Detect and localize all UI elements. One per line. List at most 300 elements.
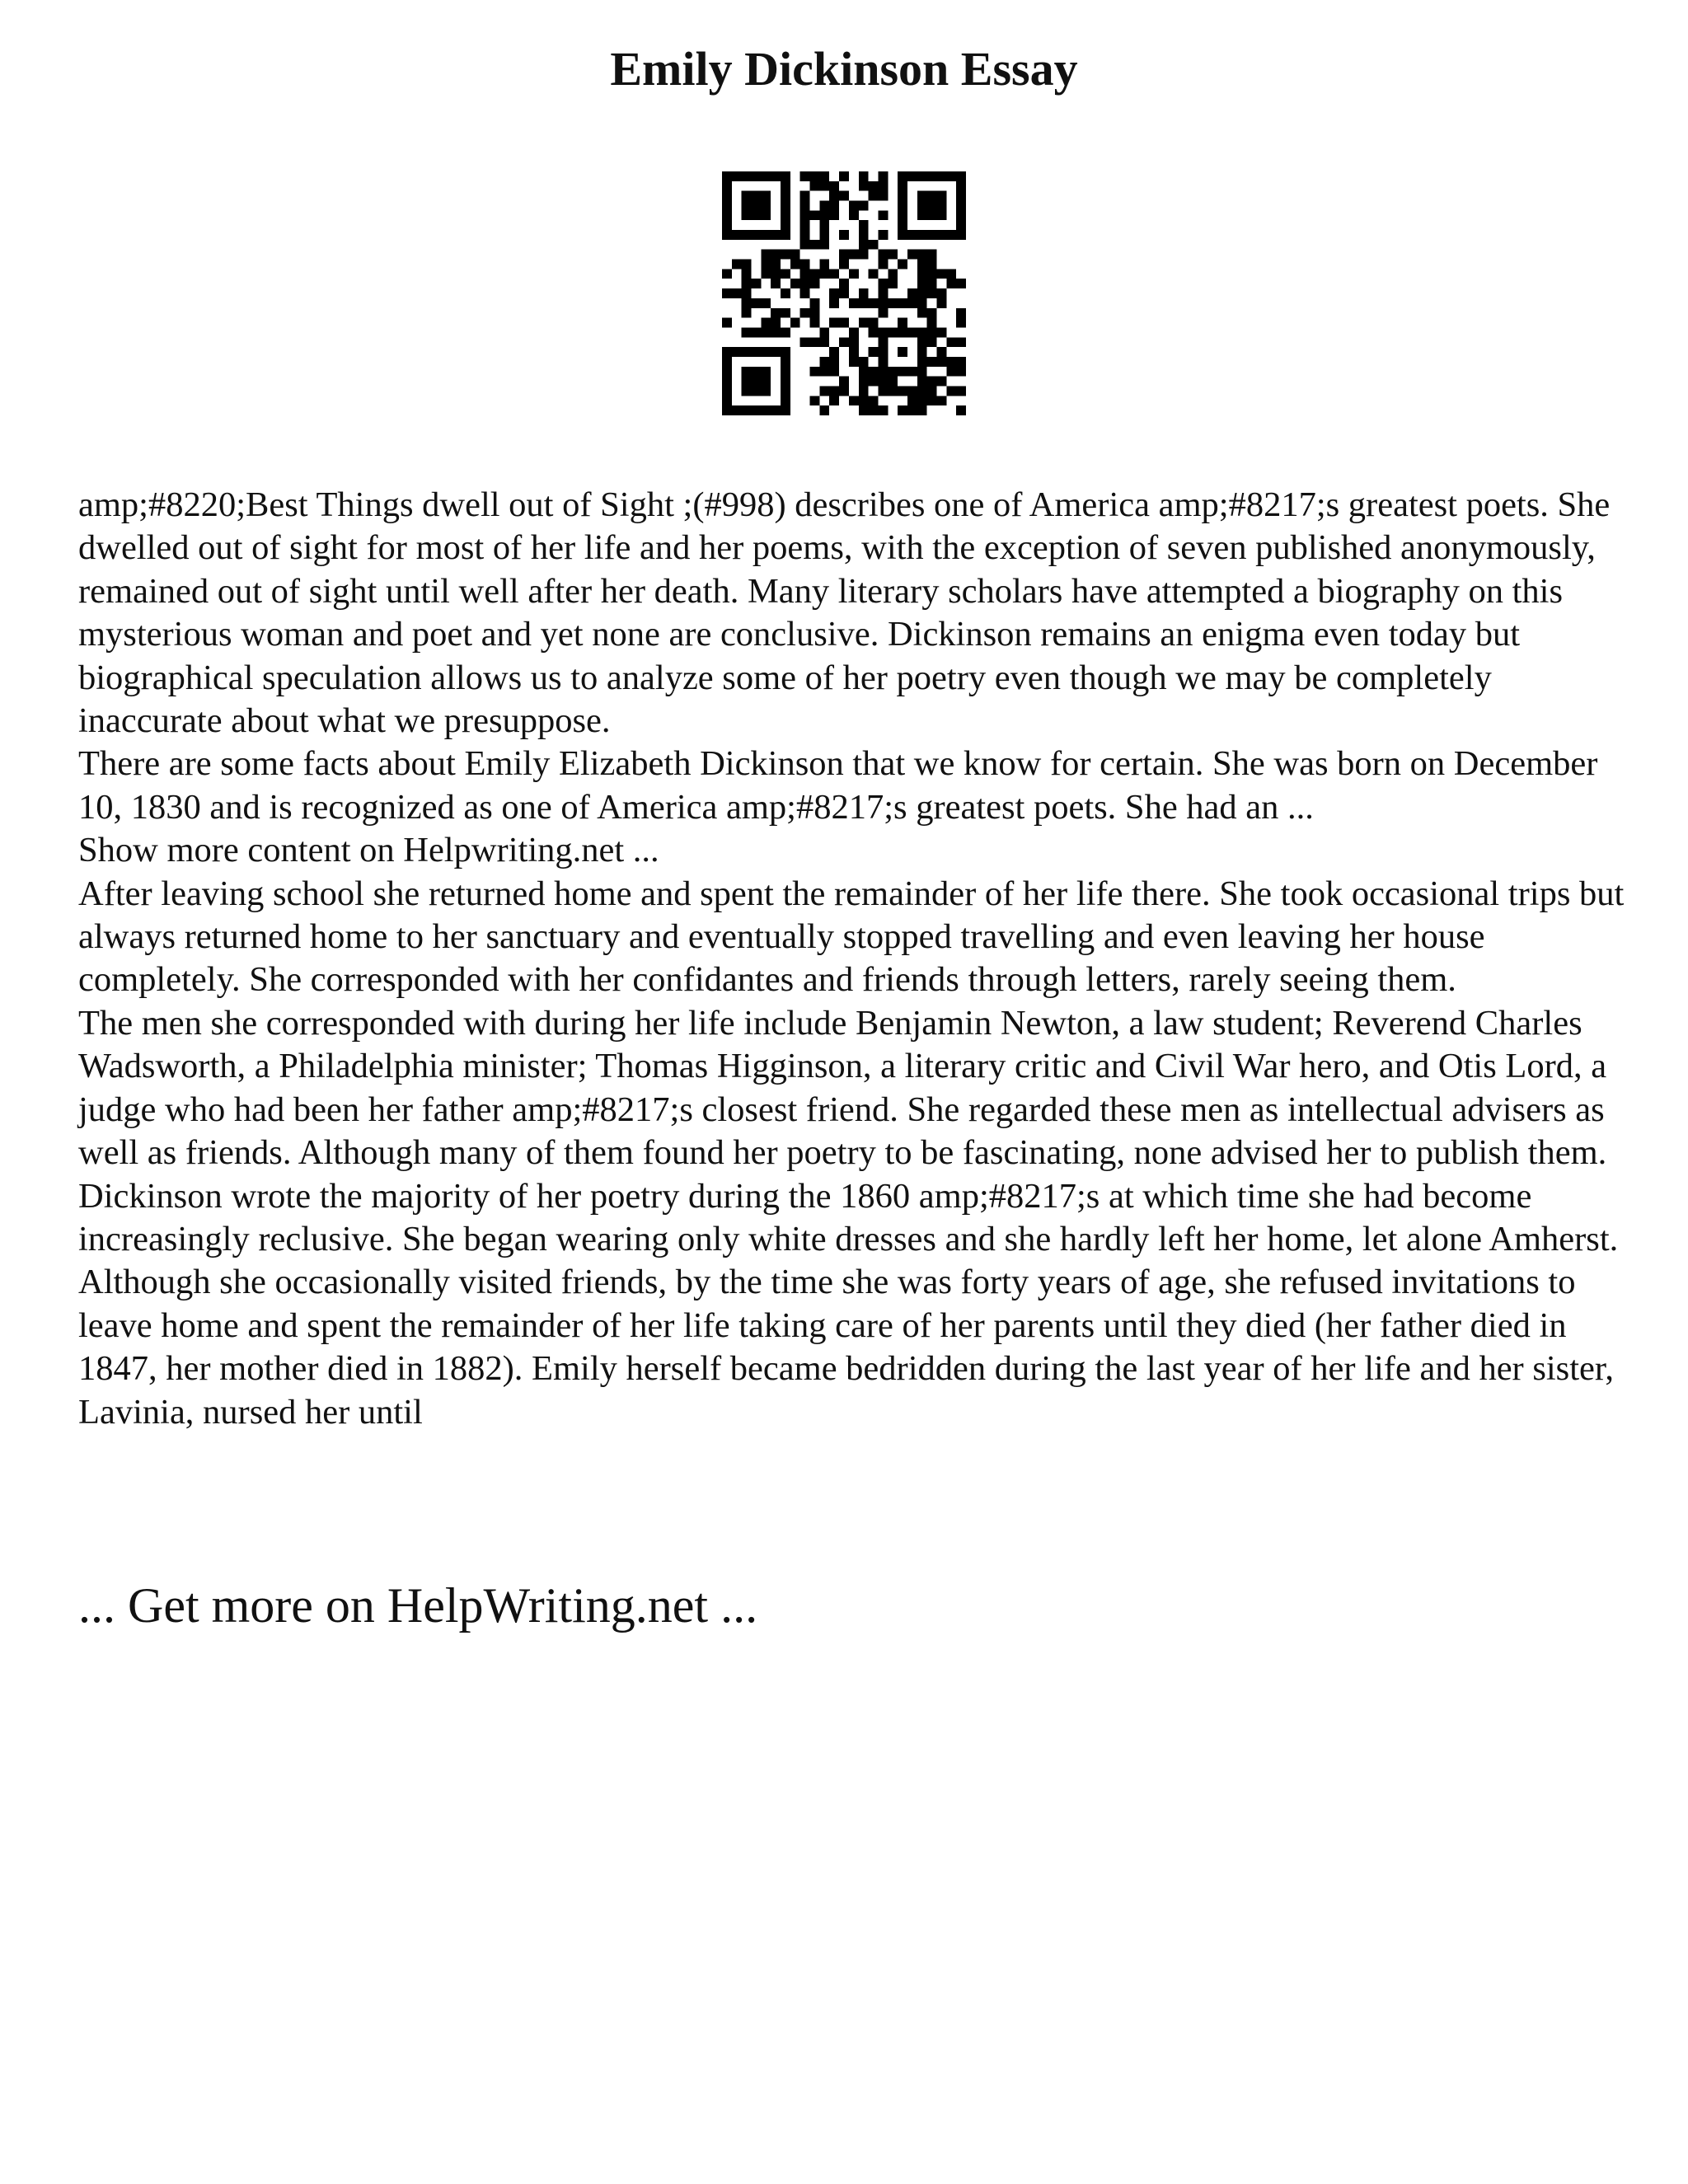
qr-module — [878, 298, 888, 308]
qr-module — [917, 396, 927, 405]
qr-module — [839, 250, 849, 260]
qr-module — [761, 260, 771, 269]
qr-module — [859, 386, 869, 396]
qr-module — [819, 269, 829, 279]
qr-module — [800, 288, 810, 298]
qr-module — [849, 269, 859, 279]
qr-module — [752, 191, 762, 201]
document-title: Emily Dickinson Essay — [610, 42, 1078, 96]
qr-module — [761, 298, 771, 308]
qr-module — [800, 210, 810, 220]
qr-module — [839, 386, 849, 396]
qr-module — [771, 308, 781, 318]
qr-module — [917, 201, 927, 211]
qr-code-graphic — [722, 171, 966, 415]
qr-module — [946, 171, 956, 181]
qr-module — [761, 318, 771, 328]
qr-module — [722, 377, 732, 387]
qr-module — [742, 269, 752, 279]
qr-module — [800, 171, 810, 181]
qr-module — [742, 201, 752, 211]
qr-module — [946, 337, 956, 347]
qr-module — [742, 260, 752, 269]
qr-module — [936, 347, 946, 357]
qr-module — [829, 181, 839, 191]
qr-module — [869, 298, 879, 308]
qr-module — [790, 250, 800, 260]
qr-module — [878, 171, 888, 181]
qr-module — [839, 337, 849, 347]
qr-module — [742, 210, 752, 220]
qr-module — [898, 327, 907, 337]
qr-module — [878, 181, 888, 191]
qr-module — [869, 347, 879, 357]
qr-module — [810, 318, 820, 328]
qr-module — [849, 210, 859, 220]
qr-module — [898, 201, 907, 211]
qr-module — [927, 288, 937, 298]
qr-module — [800, 220, 810, 230]
qr-module — [878, 191, 888, 201]
qr-module — [869, 181, 879, 191]
qr-module — [781, 377, 790, 387]
qr-module — [917, 298, 927, 308]
qr-module — [752, 230, 762, 240]
qr-module — [907, 367, 917, 377]
qr-module — [819, 220, 829, 230]
qr-module — [917, 250, 927, 260]
qr-module — [722, 230, 732, 240]
qr-module — [800, 191, 810, 201]
qr-module — [771, 269, 781, 279]
qr-module — [810, 240, 820, 250]
qr-module — [927, 337, 937, 347]
qr-module — [752, 347, 762, 357]
qr-module — [878, 347, 888, 357]
qr-module — [819, 367, 829, 377]
qr-module — [742, 405, 752, 415]
qr-module — [829, 347, 839, 357]
qr-module — [878, 327, 888, 337]
qr-module — [781, 386, 790, 396]
qr-module — [878, 367, 888, 377]
qr-module — [839, 260, 849, 269]
qr-module — [859, 318, 869, 328]
qr-module — [927, 191, 937, 201]
qr-module — [878, 386, 888, 396]
qr-code-icon[interactable] — [722, 171, 966, 415]
qr-module — [898, 171, 907, 181]
qr-module — [898, 298, 907, 308]
qr-module — [859, 357, 869, 367]
qr-module — [956, 386, 966, 396]
qr-module — [761, 191, 771, 201]
qr-module — [761, 269, 771, 279]
qr-module — [888, 269, 898, 279]
qr-module — [956, 181, 966, 191]
qr-module — [839, 318, 849, 328]
qr-module — [869, 269, 879, 279]
qr-module — [878, 279, 888, 288]
qr-module — [936, 377, 946, 387]
qr-module — [898, 347, 907, 357]
qr-module — [752, 279, 762, 288]
qr-module — [927, 250, 937, 260]
qr-module — [810, 210, 820, 220]
qr-module — [742, 230, 752, 240]
qr-module — [956, 357, 966, 367]
qr-module — [869, 318, 879, 328]
qr-module — [936, 327, 946, 337]
qr-module — [829, 386, 839, 396]
qr-module — [898, 405, 907, 415]
qr-module — [810, 337, 820, 347]
qr-module — [898, 191, 907, 201]
qr-module — [956, 367, 966, 377]
qr-module — [761, 201, 771, 211]
qr-module — [722, 288, 732, 298]
qr-module — [849, 357, 859, 367]
qr-module — [898, 181, 907, 191]
qr-module — [917, 386, 927, 396]
qr-module — [917, 367, 927, 377]
qr-module — [946, 367, 956, 377]
qr-module — [742, 191, 752, 201]
qr-module — [898, 210, 907, 220]
qr-module — [927, 396, 937, 405]
qr-module — [781, 181, 790, 191]
qr-module — [752, 298, 762, 308]
qr-module — [819, 386, 829, 396]
qr-module — [849, 396, 859, 405]
qr-module — [927, 260, 937, 269]
qr-module — [907, 288, 917, 298]
qr-module — [781, 405, 790, 415]
qr-module — [752, 377, 762, 387]
qr-module — [936, 288, 946, 298]
show-more-link[interactable]: Show more content on Helpwriting.net ... — [78, 831, 659, 870]
qr-module — [849, 327, 859, 337]
qr-module — [761, 250, 771, 260]
qr-module — [752, 367, 762, 377]
qr-module — [859, 201, 869, 211]
qr-module — [732, 260, 742, 269]
qr-module — [946, 269, 956, 279]
qr-module — [810, 171, 820, 181]
qr-module — [878, 308, 888, 318]
qr-module — [752, 201, 762, 211]
qr-module — [927, 230, 937, 240]
qr-module — [800, 279, 810, 288]
qr-module — [927, 210, 937, 220]
qr-module — [917, 230, 927, 240]
qr-module — [917, 279, 927, 288]
qr-module — [732, 230, 742, 240]
qr-module — [722, 191, 732, 201]
qr-module — [781, 230, 790, 240]
qr-module — [839, 171, 849, 181]
qr-module — [917, 347, 927, 357]
qr-module — [810, 269, 820, 279]
qr-module — [898, 220, 907, 230]
qr-module — [790, 318, 800, 328]
qr-module — [917, 377, 927, 387]
qr-module — [800, 308, 810, 318]
qr-module — [732, 347, 742, 357]
qr-module — [936, 210, 946, 220]
qr-module — [907, 230, 917, 240]
qr-module — [761, 367, 771, 377]
qr-module — [819, 357, 829, 367]
qr-module — [732, 171, 742, 181]
qr-module — [819, 230, 829, 240]
essay-body — [78, 484, 1628, 1434]
qr-module — [849, 201, 859, 211]
qr-module — [829, 269, 839, 279]
qr-module — [917, 405, 927, 415]
qr-module — [810, 181, 820, 191]
qr-module — [781, 250, 790, 260]
qr-module — [761, 405, 771, 415]
qr-module — [800, 269, 810, 279]
qr-module — [810, 367, 820, 377]
qr-module — [898, 386, 907, 396]
qr-module — [839, 377, 849, 387]
qr-module — [917, 357, 927, 367]
qr-module — [888, 377, 898, 387]
qr-module — [859, 367, 869, 377]
qr-module — [878, 230, 888, 240]
qr-module — [742, 347, 752, 357]
qr-module — [898, 367, 907, 377]
qr-module — [752, 327, 762, 337]
qr-module — [722, 210, 732, 220]
qr-module — [956, 405, 966, 415]
qr-module — [927, 201, 937, 211]
paragraph-home-life: After leaving school she returned home and spent the remainder of her life there. She took occasional trips but always returned home to her sanctuary and eventually stopped travelling and even leaving her house completely. She corresponded with her confidantes and friends through letters, rarely seeing them. — [78, 874, 1625, 1000]
qr-module — [859, 288, 869, 298]
qr-module — [742, 288, 752, 298]
qr-module — [771, 171, 781, 181]
qr-module — [722, 269, 732, 279]
qr-module — [849, 250, 859, 260]
qr-module — [936, 396, 946, 405]
qr-module — [917, 327, 927, 337]
qr-module — [829, 357, 839, 367]
qr-module — [839, 191, 849, 201]
qr-module — [810, 308, 820, 318]
qr-module — [849, 298, 859, 308]
qr-module — [742, 308, 752, 318]
qr-module — [761, 230, 771, 240]
qr-module — [888, 327, 898, 337]
qr-module — [946, 357, 956, 367]
qr-module — [781, 269, 790, 279]
paragraph-facts: There are some facts about Emily Elizabeth Dickinson that we know for certain. She was born on December 10, 1830 and is recognized as one of America amp;#8217;s greatest poets. She had an ... — [78, 744, 1598, 827]
paragraph-reclusive-years: Dickinson wrote the majority of her poetry during the 1860 amp;#8217;s at which time she had become increasingly reclusive. She began wearing only white dresses and she hardly left her home, let alone Amherst. Although she occasionally visited friends, by the time she was forty years of age, she refused invitations to leave home and spent the remainder of her life taking care of her parents until they died (her father died in 1847, her mother died in 1882). Emily herself became bedridden during the last year of her life and her sister, Lavinia, nursed her until — [78, 1176, 1619, 1432]
qr-module — [771, 318, 781, 328]
qr-module — [761, 377, 771, 387]
qr-module — [800, 260, 810, 269]
qr-module — [907, 405, 917, 415]
qr-module — [936, 171, 946, 181]
qr-module — [946, 279, 956, 288]
qr-module — [819, 210, 829, 220]
qr-module — [936, 357, 946, 367]
qr-module — [742, 367, 752, 377]
qr-module — [761, 347, 771, 357]
qr-module — [829, 367, 839, 377]
qr-module — [936, 298, 946, 308]
qr-module — [956, 279, 966, 288]
qr-module — [722, 318, 732, 328]
qr-module — [781, 191, 790, 201]
qr-module — [722, 367, 732, 377]
qr-module — [917, 337, 927, 347]
qr-module — [917, 171, 927, 181]
qr-module — [869, 327, 879, 337]
qr-module — [888, 279, 898, 288]
qr-module — [781, 201, 790, 211]
qr-module — [869, 405, 879, 415]
qr-module — [878, 260, 888, 269]
qr-module — [859, 220, 869, 230]
qr-module — [878, 337, 888, 347]
qr-module — [771, 347, 781, 357]
qr-module — [956, 220, 966, 230]
qr-module — [742, 327, 752, 337]
qr-module — [888, 386, 898, 396]
qr-module — [956, 171, 966, 181]
qr-module — [927, 377, 937, 387]
qr-module — [722, 405, 732, 415]
qr-module — [742, 171, 752, 181]
qr-module — [936, 230, 946, 240]
qr-module — [742, 386, 752, 396]
qr-module — [790, 279, 800, 288]
qr-module — [927, 308, 937, 318]
qr-module — [781, 396, 790, 405]
qr-module — [907, 171, 917, 181]
qr-module — [898, 260, 907, 269]
qr-module — [917, 269, 927, 279]
qr-module — [761, 171, 771, 181]
qr-module — [869, 367, 879, 377]
qr-module — [956, 191, 966, 201]
qr-module — [829, 396, 839, 405]
qr-module — [819, 181, 829, 191]
qr-module — [819, 337, 829, 347]
qr-module — [722, 171, 732, 181]
qr-module — [946, 230, 956, 240]
qr-module — [927, 327, 937, 337]
qr-module — [800, 230, 810, 240]
qr-module — [927, 279, 937, 288]
qr-module — [829, 298, 839, 308]
qr-module — [917, 308, 927, 318]
qr-module — [859, 181, 869, 191]
qr-module — [771, 260, 781, 269]
qr-module — [819, 405, 829, 415]
qr-module — [898, 318, 907, 328]
qr-module — [936, 201, 946, 211]
qr-module — [859, 405, 869, 415]
qr-module — [771, 230, 781, 240]
qr-module — [888, 298, 898, 308]
qr-module — [781, 347, 790, 357]
qr-module — [790, 260, 800, 269]
qr-module — [956, 201, 966, 211]
qr-module — [927, 171, 937, 181]
qr-module — [878, 357, 888, 367]
qr-module — [888, 250, 898, 260]
qr-module — [907, 396, 917, 405]
qr-module — [771, 250, 781, 260]
paragraph-correspondents: The men she corresponded with during her life include Benjamin Newton, a law student; Reverend Charles Wadsworth, a Philadelphia minister; Thomas Higginson, a literary critic and Civil War hero, and Otis Lord, a judge who had been her father amp;#8217;s closest friend. She regarded these men as intellectual advisers as well as friends. Although many of them found her poetry to be fascinating, none advised her to publish them. — [78, 1003, 1607, 1173]
qr-module — [829, 318, 839, 328]
qr-module — [781, 220, 790, 230]
qr-module — [917, 288, 927, 298]
qr-module — [956, 318, 966, 328]
qr-module — [859, 171, 869, 181]
qr-module — [819, 171, 829, 181]
qr-module — [722, 220, 732, 230]
qr-module — [819, 240, 829, 250]
qr-module — [722, 201, 732, 211]
qr-module — [742, 377, 752, 387]
qr-module — [732, 405, 742, 415]
qr-module — [878, 288, 888, 298]
qr-module — [907, 250, 917, 260]
qr-module — [752, 210, 762, 220]
qr-module — [927, 386, 937, 396]
get-more-link[interactable]: ... Get more on HelpWriting.net ... — [78, 1578, 758, 1633]
qr-module — [742, 279, 752, 288]
qr-module — [819, 260, 829, 269]
qr-module — [771, 327, 781, 337]
qr-module — [839, 230, 849, 240]
qr-module — [829, 288, 839, 298]
qr-module — [771, 405, 781, 415]
qr-module — [869, 377, 879, 387]
qr-module — [829, 201, 839, 211]
qr-module — [781, 357, 790, 367]
qr-module — [819, 201, 829, 211]
qr-module — [927, 269, 937, 279]
qr-module — [927, 318, 937, 328]
qr-module — [936, 269, 946, 279]
qr-module — [819, 327, 829, 337]
qr-module — [878, 210, 888, 220]
qr-module — [907, 298, 917, 308]
qr-module — [888, 367, 898, 377]
qr-module — [752, 386, 762, 396]
qr-module — [810, 298, 820, 308]
qr-module — [839, 279, 849, 288]
qr-module — [781, 288, 790, 298]
qr-module — [742, 298, 752, 308]
qr-module — [800, 201, 810, 211]
qr-module — [869, 191, 879, 201]
qr-module — [859, 377, 869, 387]
qr-module — [722, 357, 732, 367]
qr-module — [907, 327, 917, 337]
qr-module — [839, 288, 849, 298]
qr-module — [781, 171, 790, 181]
qr-module — [722, 396, 732, 405]
qr-module — [752, 171, 762, 181]
qr-module — [761, 327, 771, 337]
